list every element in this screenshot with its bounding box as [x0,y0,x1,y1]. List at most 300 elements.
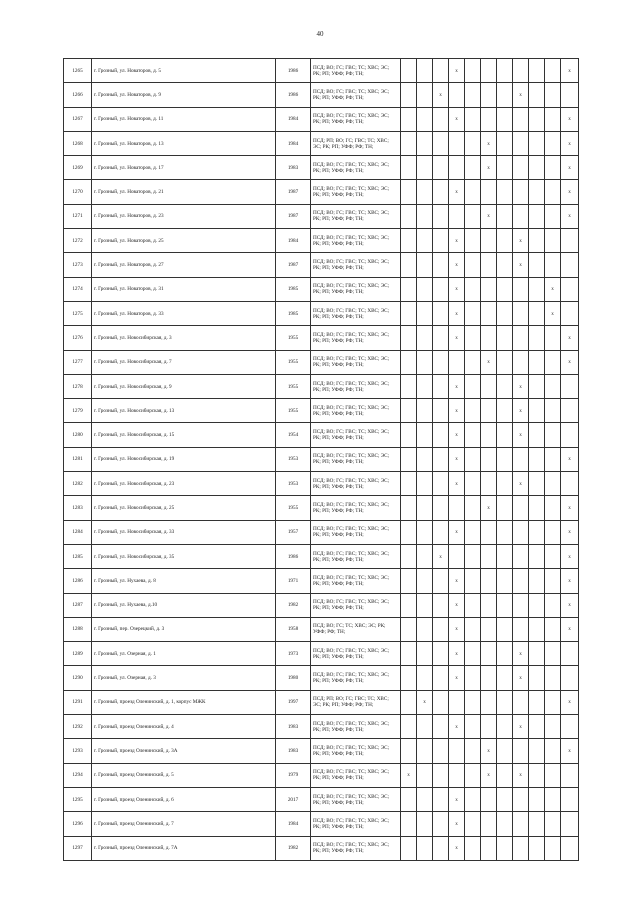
row-mark-cell [481,374,497,398]
row-mark-cell [529,326,545,350]
table-row [64,472,579,496]
row-mark-cell [465,277,481,301]
row-services: ПСД; ВО; ГС; ГВС; ТС; ХВС; ЭС; РК; РП; УФФ; РФ; ТН; [311,763,401,787]
row-mark-cell [465,326,481,350]
row-mark-cell [417,447,433,471]
row-mark-cell [401,107,417,131]
row-mark-cell [465,472,481,496]
row-mark-cell [417,739,433,763]
row-mark-cell [497,350,513,374]
row-number: 1274 [64,277,92,301]
row-mark-cell [497,204,513,228]
row-mark-cell [529,180,545,204]
row-services: ПСД; ВО; ГС; ГВС; ТС; ХВС; ЭС; РК; РП; УФФ; РФ; ТН; [311,204,401,228]
row-mark-cell: x [433,83,449,107]
row-number: 1295 [64,787,92,811]
row-mark-cell [433,593,449,617]
row-mark-cell [545,253,561,277]
row-mark-cell [513,544,529,568]
row-services: ПСД; РП; ВО; ГС; ГВС; ТС; ХВС; ЭС; РК; РП; УФФ; РФ; ТН; [311,690,401,714]
row-year: 1997 [276,690,311,714]
row-mark-cell [497,690,513,714]
row-mark-cell [497,180,513,204]
row-mark-cell [481,180,497,204]
row-number: 1280 [64,423,92,447]
row-mark-cell [513,739,529,763]
table-row [64,812,579,836]
row-year: 1955 [276,326,311,350]
row-mark-cell: x [481,131,497,155]
row-mark-cell [497,253,513,277]
table-row [64,763,579,787]
row-mark-cell [449,690,465,714]
row-mark-cell [481,83,497,107]
row-mark-cell [433,715,449,739]
row-mark-cell: x [561,593,579,617]
row-mark-cell [497,107,513,131]
row-mark-cell [529,423,545,447]
row-services: ПСД; ВО; ГС; ГВС; ТС; ХВС; ЭС; РК; РП; УФФ; РФ; ТН; [311,180,401,204]
row-mark-cell: x [513,472,529,496]
row-mark-cell [465,642,481,666]
row-mark-cell [545,836,561,860]
row-mark-cell [545,204,561,228]
row-mark-cell [545,350,561,374]
page-number: 40 [316,30,324,38]
row-year: 1958 [276,617,311,641]
row-mark-cell [433,787,449,811]
row-year: 1984 [276,812,311,836]
row-mark-cell [481,690,497,714]
row-mark-cell [545,399,561,423]
row-mark-cell [465,156,481,180]
row-mark-cell [545,83,561,107]
row-address: г. Грозный, проезд Оленинский, д. 7А [92,836,276,860]
row-mark-cell [465,569,481,593]
row-mark-cell: x [449,253,465,277]
row-mark-cell [513,787,529,811]
table-row [64,131,579,155]
row-services: ПСД; ВО; ГС; ГВС; ТС; ХВС; ЭС; РК; РП; УФФ; РФ; ТН; [311,350,401,374]
row-services: ПСД; ВО; ГС; ГВС; ТС; ХВС; ЭС; РК; РП; УФФ; РФ; ТН; [311,569,401,593]
row-mark-cell [401,229,417,253]
row-mark-cell [529,156,545,180]
row-mark-cell [529,715,545,739]
row-mark-cell [433,739,449,763]
row-mark-cell [417,83,433,107]
row-mark-cell [449,739,465,763]
row-mark-cell [513,131,529,155]
row-mark-cell [529,569,545,593]
row-mark-cell [545,666,561,690]
row-mark-cell [401,350,417,374]
row-mark-cell [529,204,545,228]
row-mark-cell: x [561,569,579,593]
row-mark-cell [465,301,481,325]
row-number: 1293 [64,739,92,763]
row-mark-cell: x [449,569,465,593]
table-row [64,447,579,471]
row-mark-cell [401,787,417,811]
row-number: 1276 [64,326,92,350]
row-mark-cell [561,715,579,739]
row-mark-cell [529,763,545,787]
row-services: ПСД; ВО; ГС; ГВС; ТС; ХВС; ЭС; РК; РП; УФФ; РФ; ТН; [311,472,401,496]
row-mark-cell: x [449,593,465,617]
row-number: 1270 [64,180,92,204]
table-row [64,617,579,641]
row-mark-cell [465,131,481,155]
row-mark-cell [433,229,449,253]
row-mark-cell [497,131,513,155]
table-row [64,642,579,666]
row-mark-cell [529,107,545,131]
row-mark-cell [417,763,433,787]
row-mark-cell: x [561,520,579,544]
row-mark-cell [481,399,497,423]
row-mark-cell [401,739,417,763]
row-mark-cell [433,763,449,787]
row-mark-cell [417,59,433,83]
row-services: ПСД; ВО; ГС; ГВС; ТС; ХВС; ЭС; РК; РП; УФФ; РФ; ТН; [311,787,401,811]
row-mark-cell [433,423,449,447]
row-mark-cell [401,277,417,301]
row-number: 1272 [64,229,92,253]
table-row [64,593,579,617]
row-mark-cell [545,472,561,496]
row-mark-cell [433,812,449,836]
row-services: ПСД; ВО; ГС; ГВС; ТС; ХВС; ЭС; РК; РП; УФФ; РФ; ТН; [311,83,401,107]
row-mark-cell [417,156,433,180]
row-mark-cell [513,107,529,131]
row-mark-cell: x [545,301,561,325]
row-mark-cell [401,180,417,204]
row-mark-cell: x [561,447,579,471]
row-mark-cell [545,569,561,593]
row-number: 1271 [64,204,92,228]
row-mark-cell: x [481,204,497,228]
row-mark-cell: x [449,642,465,666]
row-mark-cell: x [513,423,529,447]
row-mark-cell: x [401,763,417,787]
row-mark-cell [497,472,513,496]
row-number: 1266 [64,83,92,107]
row-mark-cell [497,229,513,253]
table-row [64,156,579,180]
row-mark-cell: x [449,520,465,544]
row-mark-cell [529,229,545,253]
row-mark-cell [417,812,433,836]
row-year: 1985 [276,277,311,301]
row-mark-cell [529,787,545,811]
row-address: г. Грозный, ул. Новаторов, д. 11 [92,107,276,131]
row-address: г. Грозный, ул. Новосибирская, д. 3 [92,326,276,350]
row-mark-cell: x [561,496,579,520]
row-address: г. Грозный, проезд Оленинский, д. 1, корпус МЖК [92,690,276,714]
row-year: 1984 [276,107,311,131]
row-mark-cell [433,156,449,180]
row-year: 1957 [276,520,311,544]
table-row [64,59,579,83]
row-mark-cell [481,836,497,860]
row-services: ПСД; ВО; ГС; ГВС; ТС; ХВС; ЭС; РК; РП; УФФ; РФ; ТН; [311,399,401,423]
row-mark-cell [529,739,545,763]
table-row [64,277,579,301]
row-mark-cell [545,374,561,398]
row-mark-cell [529,374,545,398]
table-row [64,399,579,423]
row-mark-cell [545,544,561,568]
row-mark-cell [465,763,481,787]
row-mark-cell [513,277,529,301]
row-mark-cell [433,569,449,593]
row-address: г. Грозный, ул. Новаторов, д. 25 [92,229,276,253]
row-mark-cell [433,496,449,520]
row-year: 1983 [276,715,311,739]
table-row [64,836,579,860]
row-mark-cell [497,666,513,690]
row-mark-cell [401,83,417,107]
row-mark-cell [417,204,433,228]
row-mark-cell [401,593,417,617]
row-mark-cell: x [449,836,465,860]
row-mark-cell: x [449,715,465,739]
row-mark-cell [433,836,449,860]
row-address: г. Грозный, ул. Новаторов, д. 31 [92,277,276,301]
row-mark-cell: x [481,763,497,787]
row-mark-cell [433,617,449,641]
row-address: г. Грозный, ул. Озерная, д. 3 [92,666,276,690]
row-address: г. Грозный, ул. Новаторов, д. 21 [92,180,276,204]
row-mark-cell [481,301,497,325]
row-mark-cell [529,447,545,471]
row-year: 1955 [276,350,311,374]
row-mark-cell [481,229,497,253]
row-mark-cell [529,666,545,690]
row-mark-cell [401,59,417,83]
row-mark-cell [481,787,497,811]
row-address: г. Грозный, ул. Нухаева, д. 8 [92,569,276,593]
row-mark-cell [545,715,561,739]
row-mark-cell [529,472,545,496]
row-services: ПСД; ВО; ГС; ТС; ХВС; ЭС; РК; УФФ; РФ; ТН; [311,617,401,641]
row-mark-cell [433,399,449,423]
row-mark-cell [401,666,417,690]
row-year: 1983 [276,156,311,180]
table-row [64,180,579,204]
row-mark-cell [497,156,513,180]
row-year: 1955 [276,374,311,398]
row-mark-cell [465,836,481,860]
row-mark-cell [417,787,433,811]
row-mark-cell [481,569,497,593]
row-mark-cell: x [449,472,465,496]
row-mark-cell [529,617,545,641]
row-mark-cell: x [449,787,465,811]
row-mark-cell [417,131,433,155]
row-number: 1268 [64,131,92,155]
row-mark-cell [433,277,449,301]
row-address: г. Грозный, проезд Оленинский, д. 6 [92,787,276,811]
row-address: г. Грозный, проезд Оленинский, д. 3А [92,739,276,763]
row-mark-cell [481,326,497,350]
row-mark-cell: x [449,666,465,690]
row-mark-cell [529,301,545,325]
row-year: 1985 [276,301,311,325]
row-mark-cell [401,569,417,593]
row-mark-cell [465,690,481,714]
row-address: г. Грозный, ул. Новаторов, д. 13 [92,131,276,155]
row-number: 1294 [64,763,92,787]
row-mark-cell [417,399,433,423]
row-mark-cell: x [433,544,449,568]
row-mark-cell: x [513,715,529,739]
row-mark-cell [497,593,513,617]
row-mark-cell [497,83,513,107]
row-mark-cell [481,812,497,836]
row-mark-cell [545,423,561,447]
row-number: 1291 [64,690,92,714]
row-mark-cell [433,59,449,83]
row-mark-cell [417,229,433,253]
row-mark-cell: x [513,642,529,666]
row-mark-cell [401,617,417,641]
row-mark-cell [401,326,417,350]
row-mark-cell [417,107,433,131]
row-address: г. Грозный, ул. Новосибирская, д. 23 [92,472,276,496]
row-address: г. Грозный, ул. Новосибирская, д. 25 [92,496,276,520]
row-mark-cell: x [545,277,561,301]
row-mark-cell [433,107,449,131]
row-services: ПСД; ВО; ГС; ГВС; ТС; ХВС; ЭС; РК; РП; УФФ; РФ; ТН; [311,593,401,617]
row-mark-cell [481,447,497,471]
row-mark-cell [465,593,481,617]
row-mark-cell [465,520,481,544]
row-mark-cell: x [449,277,465,301]
row-mark-cell [497,642,513,666]
row-year: 1979 [276,763,311,787]
row-mark-cell [465,739,481,763]
row-mark-cell [449,350,465,374]
row-address: г. Грозный, ул. Новосибирская, д. 13 [92,399,276,423]
row-mark-cell [561,423,579,447]
row-mark-cell [481,617,497,641]
row-address: г. Грозный, проезд Оленинский, д. 5 [92,763,276,787]
table-row [64,229,579,253]
row-mark-cell [433,204,449,228]
row-mark-cell [465,229,481,253]
row-address: г. Грозный, ул. Новаторов, д. 17 [92,156,276,180]
row-mark-cell [417,836,433,860]
row-mark-cell [449,496,465,520]
row-mark-cell [481,107,497,131]
row-mark-cell [497,399,513,423]
row-mark-cell [481,593,497,617]
row-number: 1285 [64,544,92,568]
row-mark-cell: x [513,229,529,253]
row-mark-cell: x [561,156,579,180]
row-mark-cell [401,544,417,568]
row-mark-cell [401,642,417,666]
row-mark-cell: x [513,763,529,787]
row-mark-cell: x [513,374,529,398]
row-mark-cell [433,326,449,350]
row-number: 1281 [64,447,92,471]
row-mark-cell [529,399,545,423]
row-services: ПСД; ВО; ГС; ГВС; ТС; ХВС; ЭС; РК; РП; УФФ; РФ; ТН; [311,715,401,739]
row-mark-cell: x [561,59,579,83]
row-mark-cell [529,690,545,714]
row-mark-cell [545,131,561,155]
row-mark-cell [513,350,529,374]
row-year: 1982 [276,836,311,860]
row-mark-cell [513,617,529,641]
row-mark-cell [401,374,417,398]
row-mark-cell [401,399,417,423]
row-mark-cell [433,690,449,714]
row-mark-cell [529,520,545,544]
table-row [64,715,579,739]
row-address: г. Грозный, ул. Новосибирская, д. 19 [92,447,276,471]
row-mark-cell [545,229,561,253]
table-row [64,423,579,447]
row-services: ПСД; ВО; ГС; ГВС; ТС; ХВС; ЭС; РК; РП; УФФ; РФ; ТН; [311,520,401,544]
row-mark-cell [561,666,579,690]
row-mark-cell: x [561,617,579,641]
row-number: 1288 [64,617,92,641]
row-mark-cell [497,812,513,836]
row-number: 1292 [64,715,92,739]
table-row [64,690,579,714]
row-number: 1267 [64,107,92,131]
row-mark-cell: x [481,739,497,763]
row-mark-cell [433,472,449,496]
row-number: 1269 [64,156,92,180]
row-mark-cell [497,301,513,325]
row-mark-cell [449,204,465,228]
row-mark-cell [481,277,497,301]
row-mark-cell [449,544,465,568]
row-mark-cell [465,666,481,690]
row-mark-cell [417,544,433,568]
row-number: 1279 [64,399,92,423]
row-mark-cell [513,690,529,714]
row-number: 1283 [64,496,92,520]
row-services: ПСД; ВО; ГС; ГВС; ТС; ХВС; ЭС; РК; РП; УФФ; РФ; ТН; [311,229,401,253]
row-mark-cell [529,593,545,617]
row-mark-cell [401,472,417,496]
row-mark-cell [513,156,529,180]
row-address: г. Грозный, ул. Новосибирская, д. 9 [92,374,276,398]
row-mark-cell [545,156,561,180]
row-mark-cell [497,496,513,520]
row-mark-cell [497,787,513,811]
row-mark-cell [529,836,545,860]
row-mark-cell [433,520,449,544]
row-services: ПСД; ВО; ГС; ГВС; ТС; ХВС; ЭС; РК; РП; УФФ; РФ; ТН; [311,374,401,398]
row-mark-cell [465,423,481,447]
row-mark-cell [497,374,513,398]
row-mark-cell [545,617,561,641]
row-mark-cell [481,715,497,739]
row-mark-cell [449,156,465,180]
row-mark-cell [545,642,561,666]
row-mark-cell [513,496,529,520]
row-number: 1284 [64,520,92,544]
row-address: г. Грозный, пер. Озерецкий, д. 3 [92,617,276,641]
row-mark-cell [401,836,417,860]
row-services: ПСД; ВО; ГС; ГВС; ТС; ХВС; ЭС; РК; РП; УФФ; РФ; ТН; [311,59,401,83]
